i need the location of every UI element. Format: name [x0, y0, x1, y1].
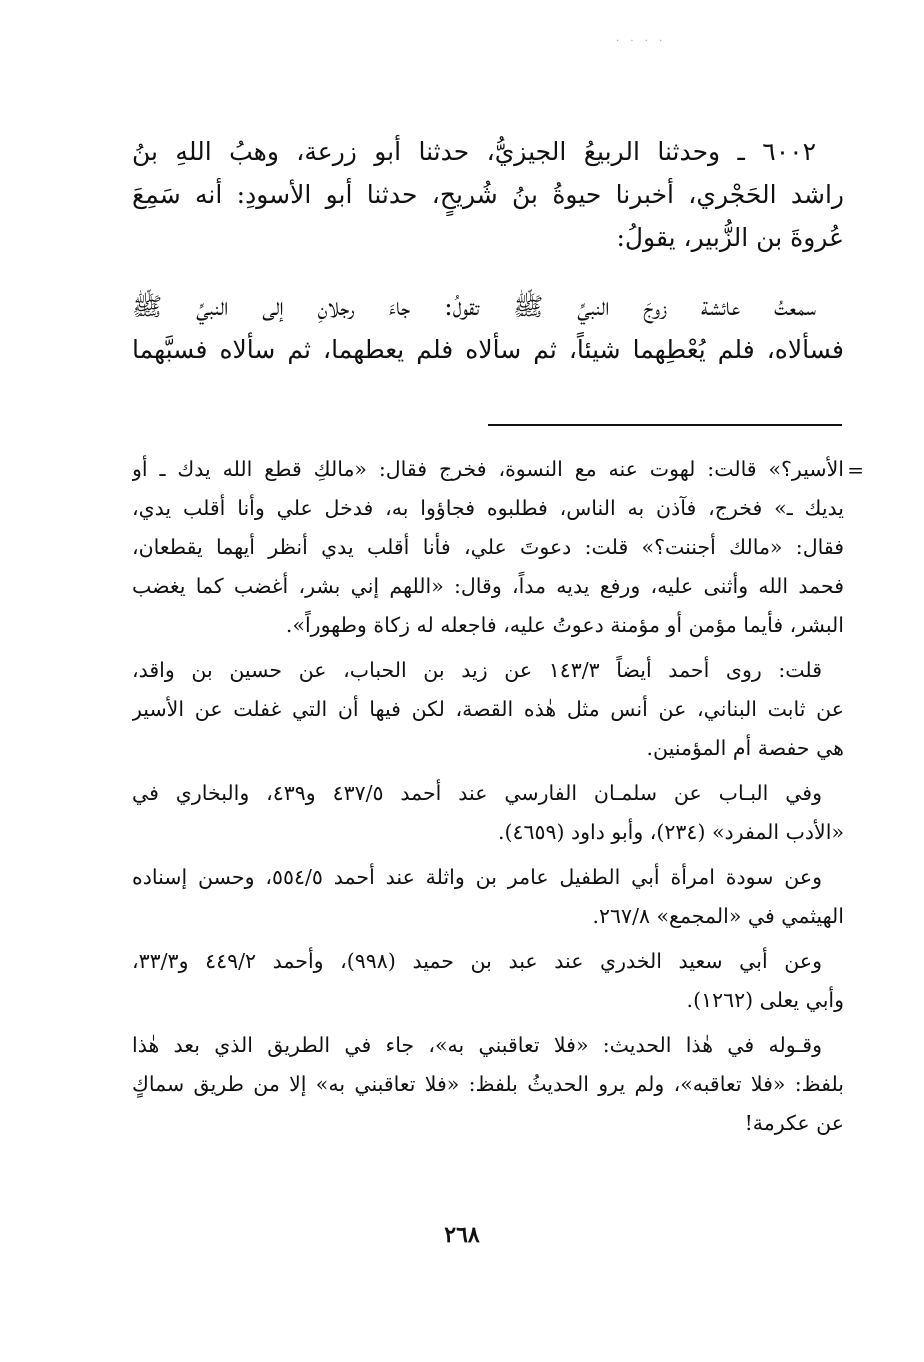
note-line: وأبي يعلى (١٢٦٢). — [686, 988, 844, 1012]
footnote-paragraph — [132, 774, 844, 852]
text-line: ٦٠٠٢ ـ وحدثنا الربيعُ الجيزيُّ، حدثنا أبو زرعة، وهبُ اللهِ بنُ — [132, 137, 816, 166]
note-line: وفي البـاب عن سلمـان الفارسي عند أحمد ٤٣٧/٥ و٤٣٩، والبخاري في — [132, 781, 822, 805]
note-line: فقال: «مالك أجننت؟» قلت: دعوتَ علي، فأنا أقلب يدي أنظر أيهما يقطعان، — [132, 535, 844, 559]
note-line: الأسير؟» قالت: لهوت عنه مع النسوة، فخرج فقال: «مالكِ قطع الله يدك ـ أو — [132, 457, 844, 481]
note-line: الهيثمي في «المجمع» ٢٦٧/٨. — [592, 904, 844, 928]
note-line: البشر، فأيما مؤمن أو مؤمنة دعوتُ عليه، فاجعله له زكاة وطهوراً». — [285, 613, 844, 637]
hadith-isnad — [132, 130, 844, 259]
note-line: فحمد الله وأثنى عليه، ورفع يديه مداً، وقال: «اللهم إني بشر، أغضب كما يغضب — [132, 574, 844, 598]
text-line: سمعتُ عائشة زوجَ النبيِّ ﷺ تقولُ: جاءَ رجلانِ إلى النبيِّ ﷺ — [132, 292, 816, 321]
note-line: عن ثابت البناني، عن أنس مثل هٰذه القصة، لكن فيها أن التي غفلت عن الأسير — [132, 697, 844, 721]
note-line: عن عكرمة! — [744, 1111, 844, 1135]
note-line: وعن سودة امرأة أبي الطفيل عامر بن واثلة عند أحمد ٥٥٤/٥، وحسن إسناده — [132, 865, 822, 889]
scan-marks: · · · · — [616, 36, 667, 47]
continuation-mark: = — [847, 458, 864, 482]
note-line: وعن أبي سعيد الخدري عند عبد بن حميد (٩٩٨)، وأحمد ٤٤٩/٢ و٣٣/٣، — [132, 949, 822, 973]
hadith-text — [132, 130, 844, 397]
note-line: يديك ـ» فخرج، فآذن به الناس، فطلبوه فجاؤوا به، فدخل علي وأنا أقلب يدي، — [132, 496, 844, 520]
footnote-paragraph — [132, 858, 844, 936]
footnote-paragraph — [132, 942, 844, 1020]
footnote-paragraph — [132, 450, 844, 645]
footnote-separator — [488, 424, 842, 426]
page-number: ٢٦٨ — [444, 1222, 480, 1248]
note-line: بلفظ: «فلا تعاقبه»، ولم يرو الحديثُ بلفظ: «فلا تعاقبني به» إلا من طريق سماكٍ — [132, 1072, 844, 1096]
text-line: عُروةَ بن الزُّبير، يقولُ: — [616, 223, 844, 252]
footnotes — [132, 450, 844, 1149]
hadith-matn — [132, 285, 844, 371]
note-line: قلت: روى أحمد أيضاً ١٤٣/٣ عن زيد بن الحباب، عن حسين بن واقد، — [132, 658, 822, 682]
note-line: وقـوله في هٰذا الحديث: «فلا تعاقبني به»، جاء في الطريق الذي بعد هٰذا — [132, 1033, 822, 1057]
note-line: هي حفصة أم المؤمنين. — [646, 736, 844, 760]
note-line: «الأدب المفرد» (٢٣٤)، وأبو داود (٤٦٥٩). — [497, 820, 844, 844]
footnote-paragraph — [132, 1026, 844, 1143]
text-line: فسألاه، فلم يُعْطِهما شيئاً، ثم سألاه فلم يعطهما، ثم سألاه فسبَّهما — [132, 335, 844, 364]
text-line: راشد الحَجْري، أخبرنا حيوةُ بنُ شُريحٍ، حدثنا أبو الأسودِ: أنه سَمِعَ — [132, 180, 844, 209]
footnote-paragraph — [132, 651, 844, 768]
